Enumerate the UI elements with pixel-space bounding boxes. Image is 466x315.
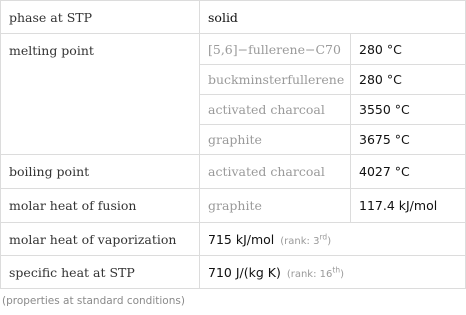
- melting-method-3: activated charcoal: [200, 95, 351, 125]
- melting-value-1: 280 °C: [351, 34, 466, 65]
- table-row-melting: [1, 34, 466, 65]
- phase-value: solid: [200, 1, 466, 34]
- row-label-boiling: boiling point: [1, 155, 200, 189]
- table-row-boiling: [1, 155, 466, 189]
- vaporization-cell: [200, 223, 466, 256]
- melting-method-1: [5,6]−fullerene−C70: [200, 34, 351, 65]
- specific-heat-rank: [286, 265, 344, 280]
- boiling-method: activated charcoal: [200, 155, 351, 189]
- boiling-value: 4027 °C: [351, 155, 466, 189]
- table-row-fusion: [1, 189, 466, 223]
- row-label-fusion: molar heat of fusion: [1, 189, 200, 223]
- vaporization-rank-suffix: rd: [319, 232, 328, 242]
- specific-heat-value: 710 J/(kg K): [208, 264, 281, 280]
- vaporization-rank-close: ): [327, 235, 332, 247]
- row-label-vaporization: molar heat of vaporization: [1, 223, 200, 256]
- vaporization-rank-prefix: (rank: 3: [280, 235, 320, 247]
- row-label-melting: melting point: [1, 34, 200, 155]
- vaporization-value: 715 kJ/mol: [208, 231, 275, 247]
- specific-heat-rank-close: ): [340, 268, 344, 280]
- footnote: (properties at standard conditions): [2, 295, 185, 307]
- fusion-value: 117.4 kJ/mol: [351, 189, 466, 223]
- specific-heat-rank-suffix: th: [332, 265, 341, 275]
- row-label-phase: phase at STP: [1, 1, 200, 34]
- melting-value-3: 3550 °C: [351, 95, 466, 125]
- melting-method-2: buckminsterfullerene: [200, 65, 351, 95]
- specific-heat-rank-prefix: (rank: 16: [286, 268, 333, 280]
- table-row-specific-heat: [1, 256, 466, 289]
- melting-value-4: 3675 °C: [351, 125, 466, 155]
- melting-value-2: 280 °C: [351, 65, 466, 95]
- vaporization-rank: [280, 232, 332, 247]
- table-row-phase: [1, 1, 466, 34]
- row-label-specific-heat: specific heat at STP: [1, 256, 200, 289]
- fusion-method: graphite: [200, 189, 351, 223]
- table-row-vaporization: [1, 223, 466, 256]
- melting-method-4: graphite: [200, 125, 351, 155]
- specific-heat-cell: [200, 256, 466, 289]
